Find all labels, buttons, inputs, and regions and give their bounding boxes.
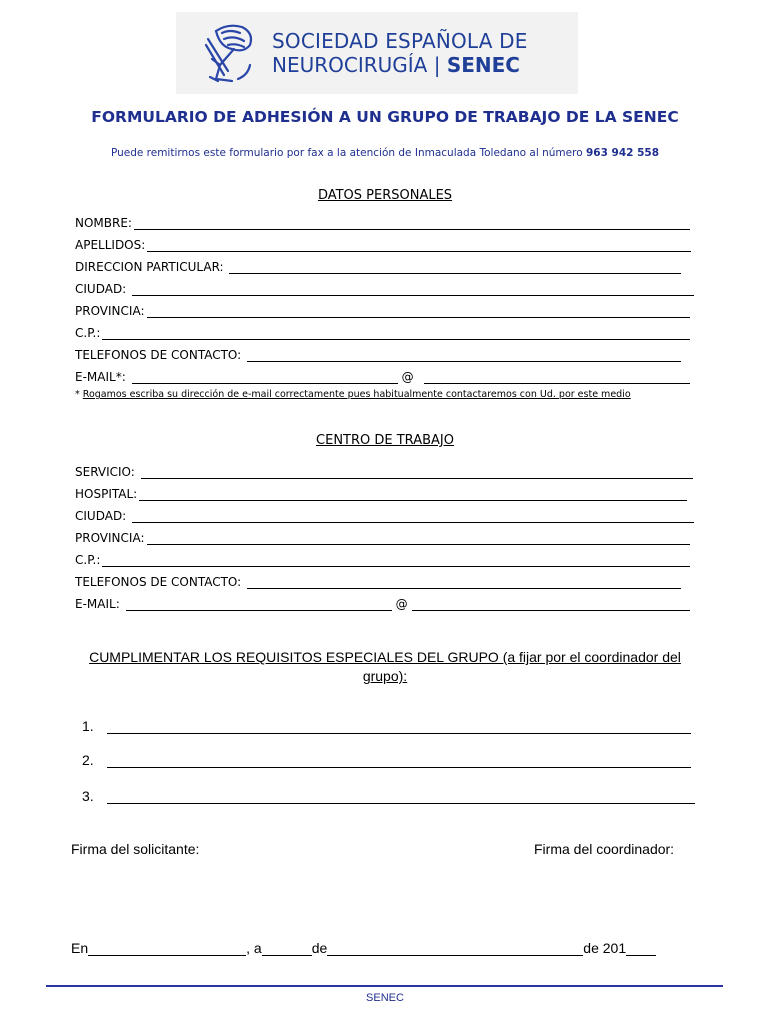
field-email[interactable]: E-MAIL*: @ bbox=[75, 366, 690, 384]
fax-instructions: Puede remitirnos este formulario por fax a la atención de Inmaculada Toledano al número 963 942 558 bbox=[110, 147, 660, 159]
field-direccion[interactable]: DIRECCION PARTICULAR: bbox=[75, 256, 681, 274]
coordinator-signature-label: Firma del coordinador: bbox=[534, 841, 675, 857]
date-line[interactable]: En , a de de 201 bbox=[71, 940, 656, 956]
footer-divider bbox=[46, 985, 723, 987]
field-work-telefonos[interactable]: TELEFONOS DE CONTACTO: bbox=[75, 571, 681, 589]
field-nombre[interactable]: NOMBRE: bbox=[75, 212, 690, 230]
form-title: FORMULARIO DE ADHESIÓN A UN GRUPO DE TRABAJO DE LA SENEC bbox=[91, 108, 679, 126]
field-hospital[interactable]: HOSPITAL: bbox=[75, 483, 687, 501]
email-note: * Rogamos escriba su dirección de e-mail correctamente pues habitualmente contactaremos con Ud. por este medio bbox=[75, 389, 631, 400]
field-ciudad[interactable]: CIUDAD: bbox=[75, 278, 694, 296]
field-work-cp[interactable]: C.P.: bbox=[75, 549, 690, 567]
field-servicio[interactable]: SERVICIO: bbox=[75, 461, 693, 479]
field-work-ciudad[interactable]: CIUDAD: bbox=[75, 505, 694, 523]
applicant-signature-label: Firma del solicitante: bbox=[71, 841, 200, 857]
requirement-3[interactable]: 3. bbox=[82, 786, 695, 804]
field-provincia[interactable]: PROVINCIA: bbox=[75, 300, 690, 318]
field-apellidos[interactable]: APELLIDOS: bbox=[75, 234, 691, 252]
requirements-heading: CUMPLIMENTAR LOS REQUISITOS ESPECIALES DEL GRUPO (a fijar por el coordinador del grupo): bbox=[89, 649, 681, 684]
requirement-1[interactable]: 1. bbox=[82, 716, 691, 734]
fax-number: 963 942 558 bbox=[585, 147, 660, 159]
org-name-line2: NEUROCIRUGÍA | SENEC bbox=[272, 53, 520, 77]
logo bbox=[176, 12, 578, 94]
requirement-2[interactable]: 2. bbox=[82, 750, 691, 768]
brain-logo-icon bbox=[198, 19, 262, 87]
field-work-provincia[interactable]: PROVINCIA: bbox=[75, 527, 690, 545]
field-cp[interactable]: C.P.: bbox=[75, 322, 690, 340]
section-personal-heading: DATOS PERSONALES bbox=[317, 188, 453, 203]
org-name bbox=[272, 29, 528, 77]
section-work-heading: CENTRO DE TRABAJO bbox=[316, 433, 454, 448]
org-name-line1: SOCIEDAD ESPAÑOLA DE bbox=[272, 29, 528, 53]
field-work-email[interactable]: E-MAIL: @ bbox=[75, 593, 690, 611]
field-telefonos[interactable]: TELEFONOS DE CONTACTO: bbox=[75, 344, 681, 362]
footer-text: SENEC bbox=[366, 992, 404, 1004]
